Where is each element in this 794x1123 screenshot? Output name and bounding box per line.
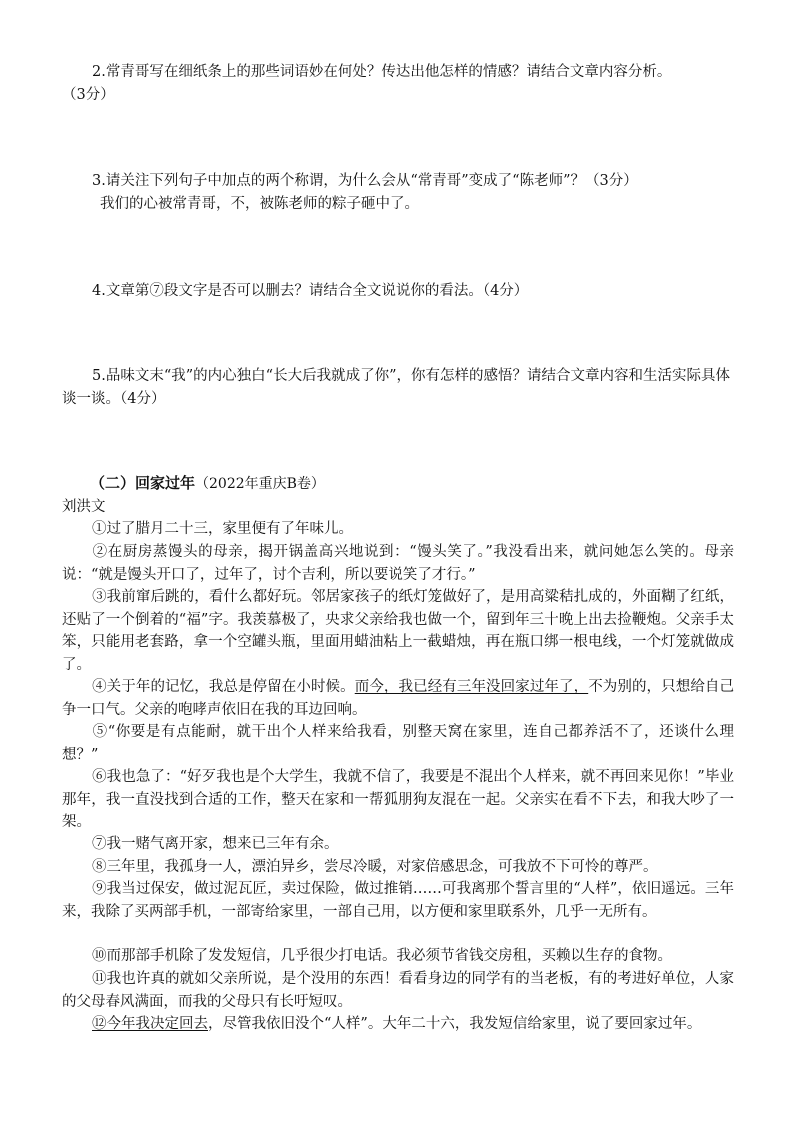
paragraph-7-text: ⑦我一赌气离开家，想来已三年有余。: [92, 836, 339, 852]
question-3-sentence: 我们的心被常青哥，不，被陈老师的粽子砸中了。: [100, 196, 419, 212]
question-2: [62, 61, 734, 107]
question-5: [62, 365, 734, 411]
question-4: [62, 280, 734, 303]
question-4-text: 4.文章第⑦段文字是否可以删去？请结合全文说说你的看法。（4分）: [92, 283, 529, 299]
paragraph-4: [62, 676, 734, 721]
section-title-text: （二）回家过年: [90, 474, 196, 492]
paragraph-8-text: ⑧三年里，我孤身一人，漂泊异乡，尝尽冷暖，对家倍感思念，可我放不下可怜的尊严。: [92, 859, 658, 875]
paragraph-2: [62, 541, 734, 586]
paragraph-12-text: ，尽管我依旧没个“人样”。大年二十六，我发短信给家里，说了要回家过年。: [208, 1016, 702, 1032]
paragraph-5-text: ⑤“你要是有点能耐，就干出个人样来给我看，别整天窝在家里，连自己都养活不了，还谈什么理想？”: [62, 724, 734, 763]
question-3-text: 3.请关注下列句子中加点的两个称谓，为什么会从“常青哥”变成了“陈老师”？（3分）: [92, 173, 638, 189]
paragraph-1: [62, 518, 734, 541]
paragraph-4-text-b: 不为别的，只想给自己争一口气。父亲的咆哮声依旧在我的耳边回响。: [62, 679, 735, 718]
question-2-text: 2.常青哥写在细纸条上的那些词语妙在何处？传达出他怎样的情感？请结合文章内容分析。: [92, 64, 672, 80]
paragraph-11-text: ⑪我也许真的就如父亲所说，是个没用的东西！看看身边的同学有的当老板，有的考进好单位，人家的父母春风满面，而我的父母只有长吁短叹。: [62, 971, 734, 1010]
paragraph-3-text: ③我前窜后跳的，看什么都好玩。邻居家孩子的纸灯笼做好了，是用高粱秸扎成的，外面糊了红纸，还贴了一个倒着的“福”字。我羡慕极了，央求父亲给我也做一个，留到年三十晚上出去捡鞭炮。父亲手太笨，只能用老套路，拿一个空罐头瓶，里面用蜡油粘上一截蜡烛，再在瓶口绑一根电线，一个灯笼就做成了。: [62, 589, 734, 673]
paragraph-12: [62, 1013, 734, 1036]
paragraph-4-underlined: 而今，我已经有三年没回家过年了，: [354, 679, 589, 695]
paragraph-6: [62, 766, 734, 834]
paragraph-10-text: ⑩而那部手机除了发发短信，几乎很少打电话。我必须节省钱交房租，买赖以生存的食物。: [92, 948, 672, 964]
section-source: （2022年重庆B卷）: [195, 476, 325, 492]
author: [62, 496, 734, 519]
paragraph-2-text: ②在厨房蒸馒头的母亲，揭开锅盖高兴地说到：“馒头笑了。”我没看出来，就问她怎么笑的。母亲说：“就是馒头开口了，过年了，讨个吉利，所以要说笑了才行。”: [62, 544, 734, 583]
paragraph-11: [62, 968, 734, 1013]
question-3: [62, 170, 734, 216]
section-title: [90, 472, 325, 495]
paragraph-3: [62, 586, 734, 676]
paragraph-5: [62, 721, 734, 766]
paragraph-7: [62, 833, 734, 856]
paragraph-12-underlined: ⑫今年我决定回去: [92, 1016, 208, 1032]
paragraph-4-text-a: ④关于年的记忆，我总是停留在小时候。: [92, 679, 355, 695]
paragraph-10: [62, 945, 734, 968]
paragraph-9: [62, 878, 734, 923]
question-5-text: 5.品味文末“我”的内心独白“长大后我就成了你”，你有怎样的感悟？请结合文章内容和生活实际具体谈一谈。（4分）: [62, 368, 730, 407]
question-2-score: （3分）: [62, 87, 115, 103]
author-name: 刘洪文: [62, 499, 106, 515]
paragraph-8: [62, 856, 734, 879]
paragraph-9-text: ⑨我当过保安，做过泥瓦匠，卖过保险，做过推销……可我离那个誓言里的“人样”，依旧遥远。三年来，我除了买两部手机，一部寄给家里，一部自己用，以方便和家里联系外，几乎一无所有。: [62, 881, 734, 920]
paragraph-6-text: ⑥我也急了：“好歹我也是个大学生，我就不信了，我要是不混出个人样来，就不再回来见你！”毕业那年，我一直没找到合适的工作，整天在家和一帮狐朋狗友混在一起。父亲实在看不下去，和我大吵了一架。: [62, 769, 734, 830]
paragraph-1-text: ①过了腊月二十三，家里便有了年味儿。: [92, 521, 353, 537]
